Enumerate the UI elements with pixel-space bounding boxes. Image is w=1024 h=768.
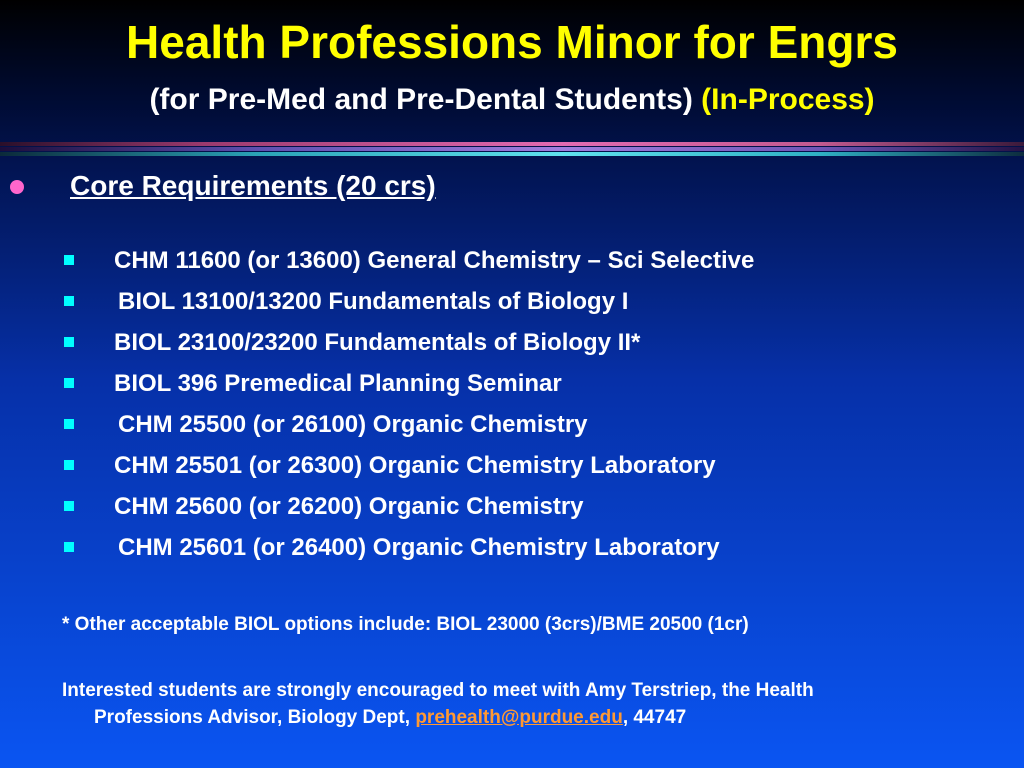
slide-title: Health Professions Minor for Engrs <box>126 16 898 68</box>
advisor-note-prefix: Professions Advisor, Biology Dept, <box>94 707 416 728</box>
divider-stripe-cyan <box>0 152 1024 156</box>
bullet-square-icon <box>64 255 74 265</box>
divider-stripe-purple <box>0 147 1024 151</box>
requirement-item <box>0 486 1024 527</box>
bullet-square-icon <box>64 501 74 511</box>
requirement-item <box>0 445 1024 486</box>
bullet-square-icon <box>64 419 74 429</box>
bullet-square-icon <box>64 296 74 306</box>
bullet-circle-icon <box>10 180 24 194</box>
requirement-item <box>0 240 1024 281</box>
requirement-text: CHM 25501 (or 26300) Organic Chemistry Laboratory <box>114 452 716 479</box>
bullet-square-icon <box>64 337 74 347</box>
advisor-note-suffix: , 44747 <box>622 707 687 728</box>
divider-stripe-pink <box>0 142 1024 146</box>
advisor-note-line1: Interested students are strongly encouraged to meet with Amy Terstriep, the Health <box>62 680 814 701</box>
requirement-item <box>0 404 1024 445</box>
requirement-text: BIOL 23100/23200 Fundamentals of Biology II* <box>114 329 641 356</box>
requirements-list <box>0 240 1024 568</box>
requirement-item <box>0 322 1024 363</box>
bullet-square-icon <box>64 378 74 388</box>
bullet-square-icon <box>64 460 74 470</box>
advisor-email-link[interactable]: prehealth@purdue.edu <box>415 707 623 728</box>
core-requirements-heading: Core Requirements (20 crs) <box>70 170 436 201</box>
requirement-text: BIOL 396 Premedical Planning Seminar <box>114 370 562 397</box>
biol-options-footnote: * Other acceptable BIOL options include: BIOL 23000 (3crs)/BME 20500 (1cr) <box>62 614 749 635</box>
subtitle-status: (In-Process) <box>701 83 875 116</box>
slide-subtitle <box>0 80 1024 120</box>
requirement-text: CHM 11600 (or 13600) General Chemistry – Sci Selective <box>114 247 755 274</box>
subtitle-main: (for Pre-Med and Pre-Dental Students) <box>149 83 693 116</box>
requirement-text: CHM 25500 (or 26100) Organic Chemistry <box>118 411 588 438</box>
core-requirements-item <box>0 168 1024 208</box>
requirement-item <box>0 363 1024 404</box>
requirement-item <box>0 527 1024 568</box>
requirement-text: CHM 25601 (or 26400) Organic Chemistry Laboratory <box>118 534 720 561</box>
advisor-note <box>62 677 1002 731</box>
advisor-note-line2 <box>62 704 1002 731</box>
requirement-text: CHM 25600 (or 26200) Organic Chemistry <box>114 493 584 520</box>
requirement-item <box>0 281 1024 322</box>
requirement-text: BIOL 13100/13200 Fundamentals of Biology I <box>118 288 629 315</box>
bullet-square-icon <box>64 542 74 552</box>
